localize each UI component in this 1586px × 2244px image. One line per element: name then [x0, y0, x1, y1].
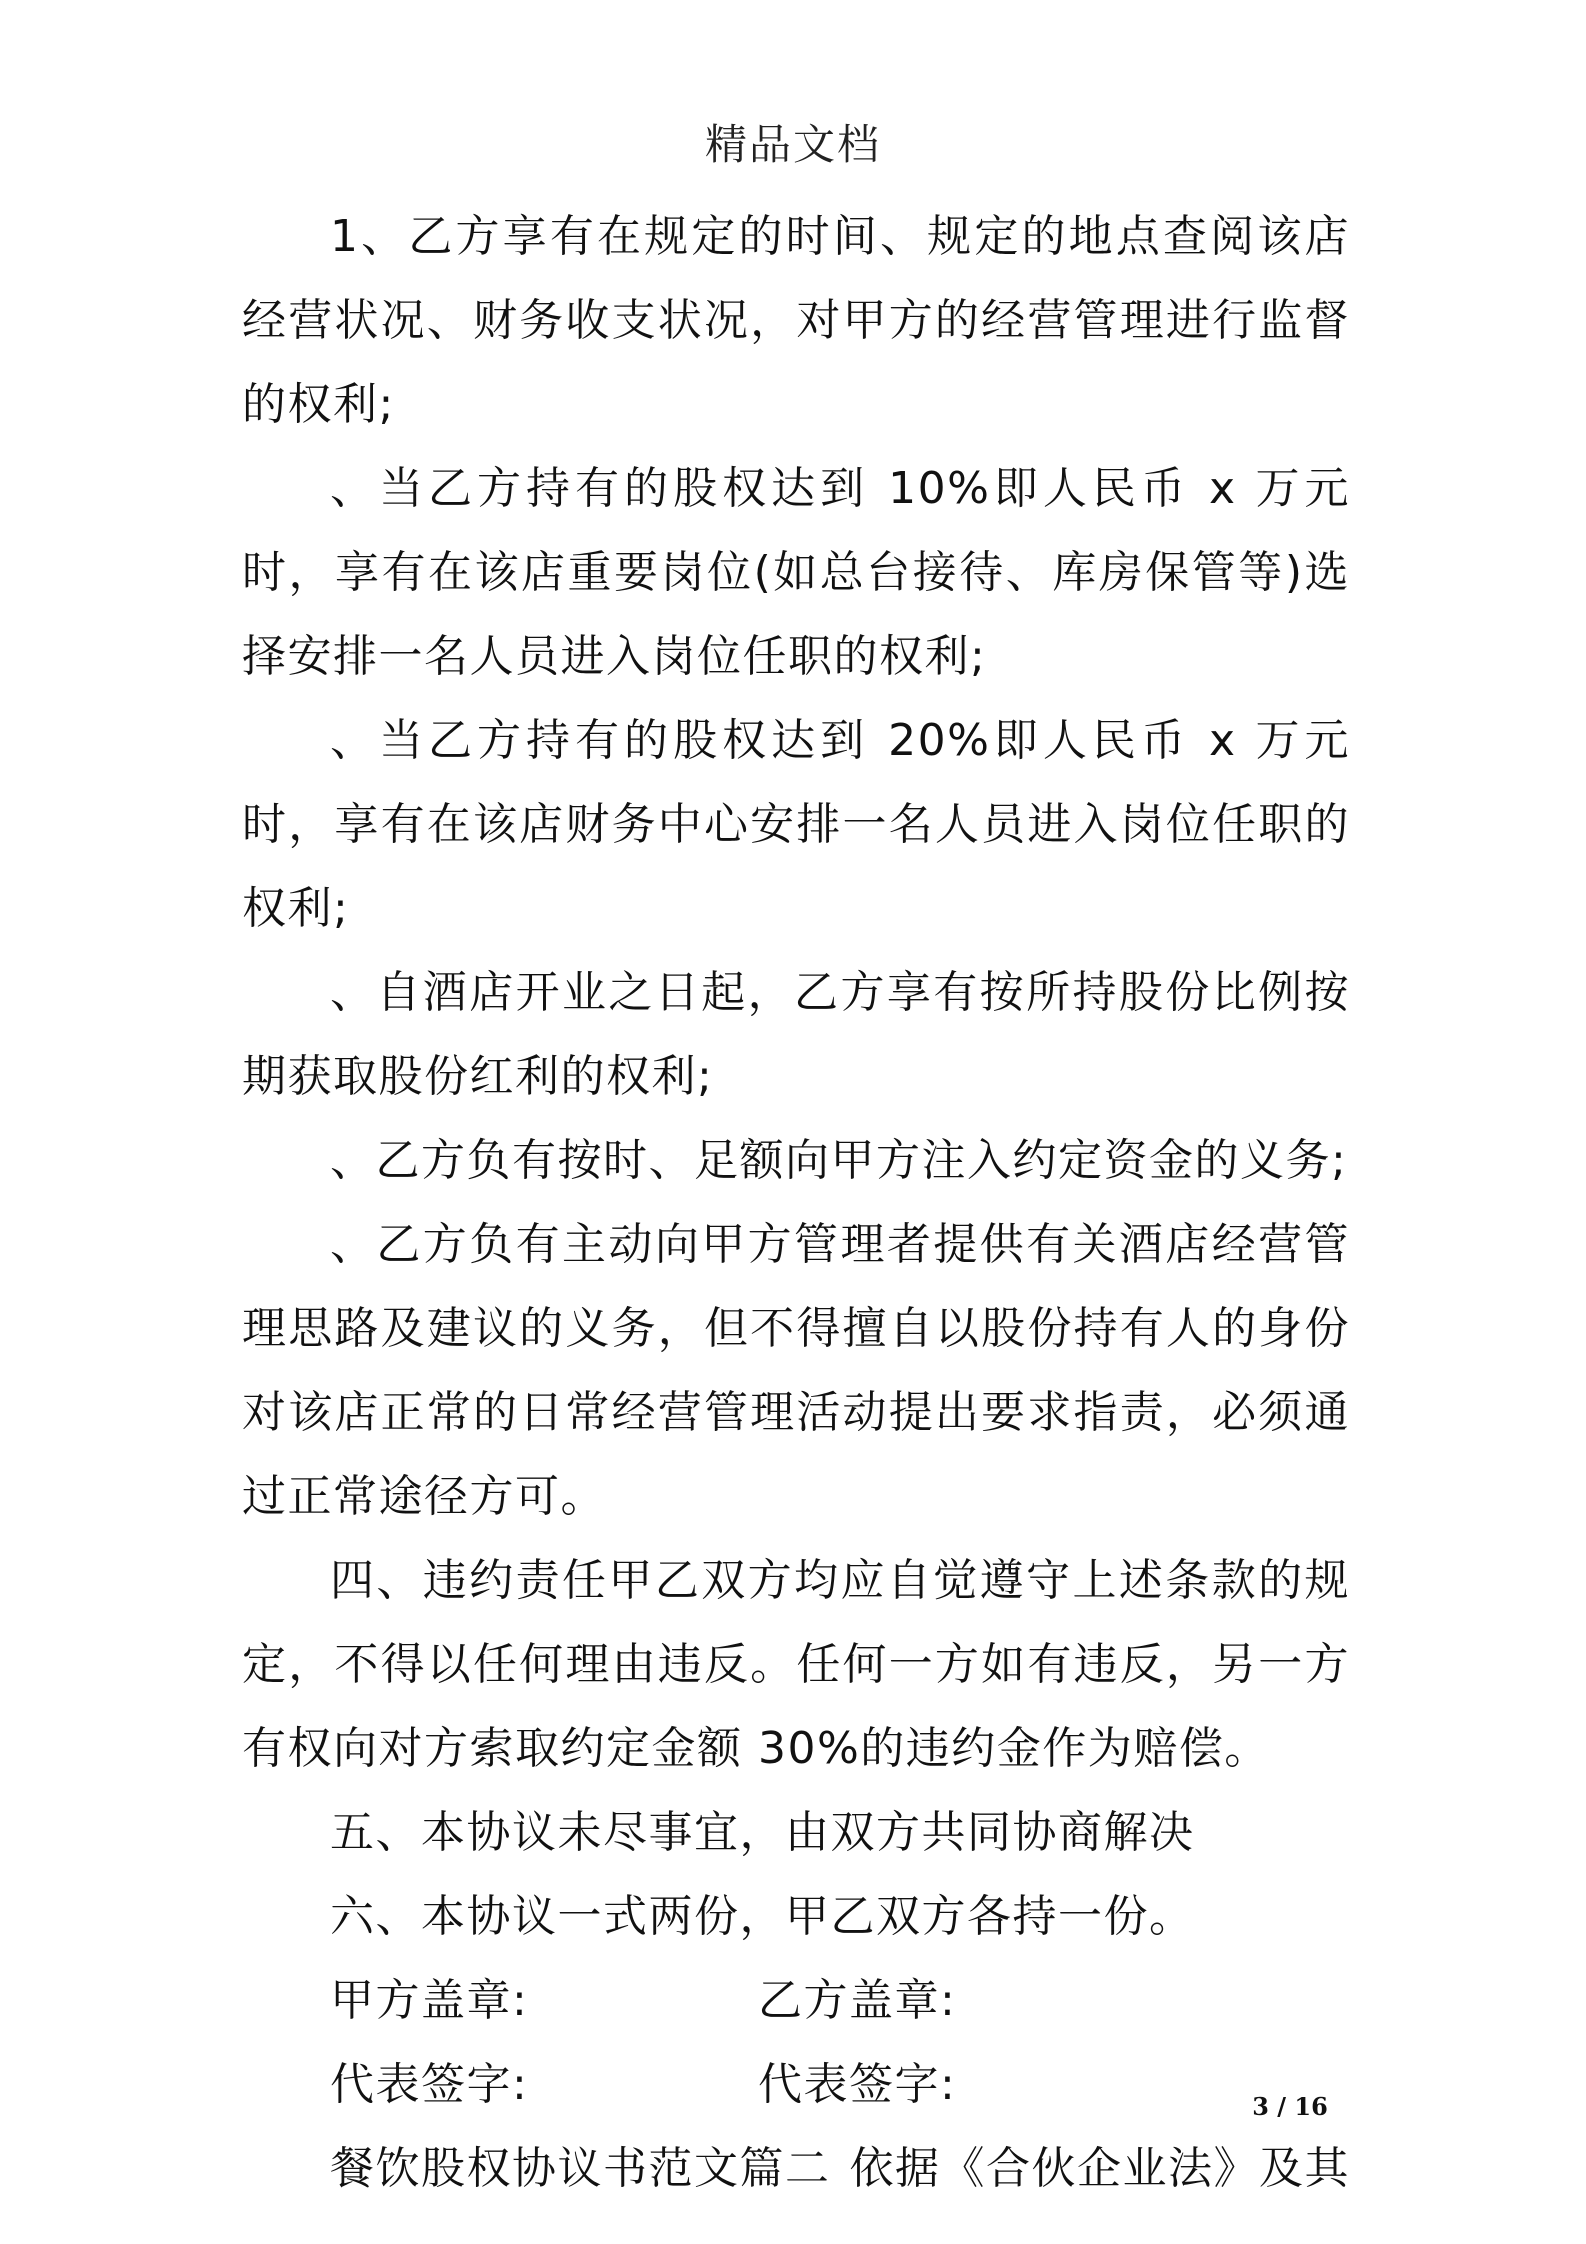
next-section-line	[242, 2127, 1350, 2211]
party-a-sign-label: 代表签字:	[330, 2059, 529, 2110]
document-body	[242, 195, 1350, 2211]
paragraph-right-2: 、当乙方持有的股权达到 10%即人民币 x 万元时，享有在该店重要岗位(如总台接待、库房保管等)选择安排一名人员进入岗位任职的权利;	[242, 463, 1350, 682]
page-header-title: 精品文档	[704, 120, 881, 169]
paragraph-right-4: 、自酒店开业之日起，乙方享有按所持股份比例按期获取股份红利的权利;	[242, 967, 1350, 1102]
page-number: 3 / 16	[1252, 2092, 1328, 2121]
paragraph-unresolved-matters: 五、本协议未尽事宜，由双方共同协商解决	[330, 1807, 1195, 1858]
party-b-sign-label: 代表签字:	[758, 2059, 957, 2110]
signature-row	[242, 2043, 1350, 2127]
paragraph-breach-liability: 四、违约责任甲乙双方均应自觉遵守上述条款的规定，不得以任何理由违反。任何一方如有违反，另一方有权向对方索取约定金额 30%的违约金作为赔偿。	[242, 1555, 1350, 1774]
party-a-seal-label: 甲方盖章:	[330, 1975, 529, 2026]
paragraph-right-3: 、当乙方持有的股权达到 20%即人民币 x 万元时，享有在该店财务中心安排一名人员进入岗位任职的权利;	[242, 715, 1350, 934]
party-b-seal-label: 乙方盖章:	[758, 1975, 957, 2026]
paragraph-right-1: 1、乙方享有在规定的时间、规定的地点查阅该店经营状况、财务收支状况，对甲方的经营管理进行监督的权利;	[242, 211, 1350, 430]
paragraph-obligation-1: 、乙方负有按时、足额向甲方注入约定资金的义务;	[330, 1135, 1348, 1186]
paragraph-obligation-2: 、乙方负有主动向甲方管理者提供有关酒店经营管理思路及建议的义务，但不得擅自以股份持有人的身份对该店正常的日常经营管理活动提出要求指责，必须通过正常途径方可。	[242, 1219, 1350, 1522]
paragraph-copies: 六、本协议一式两份，甲乙双方各持一份。	[330, 1891, 1195, 1942]
next-section-title: 餐饮股权协议书范文篇二	[330, 2143, 831, 2194]
seal-row	[242, 1959, 1350, 2043]
next-section-start: 依据《合伙企业法》及其	[849, 2143, 1350, 2194]
